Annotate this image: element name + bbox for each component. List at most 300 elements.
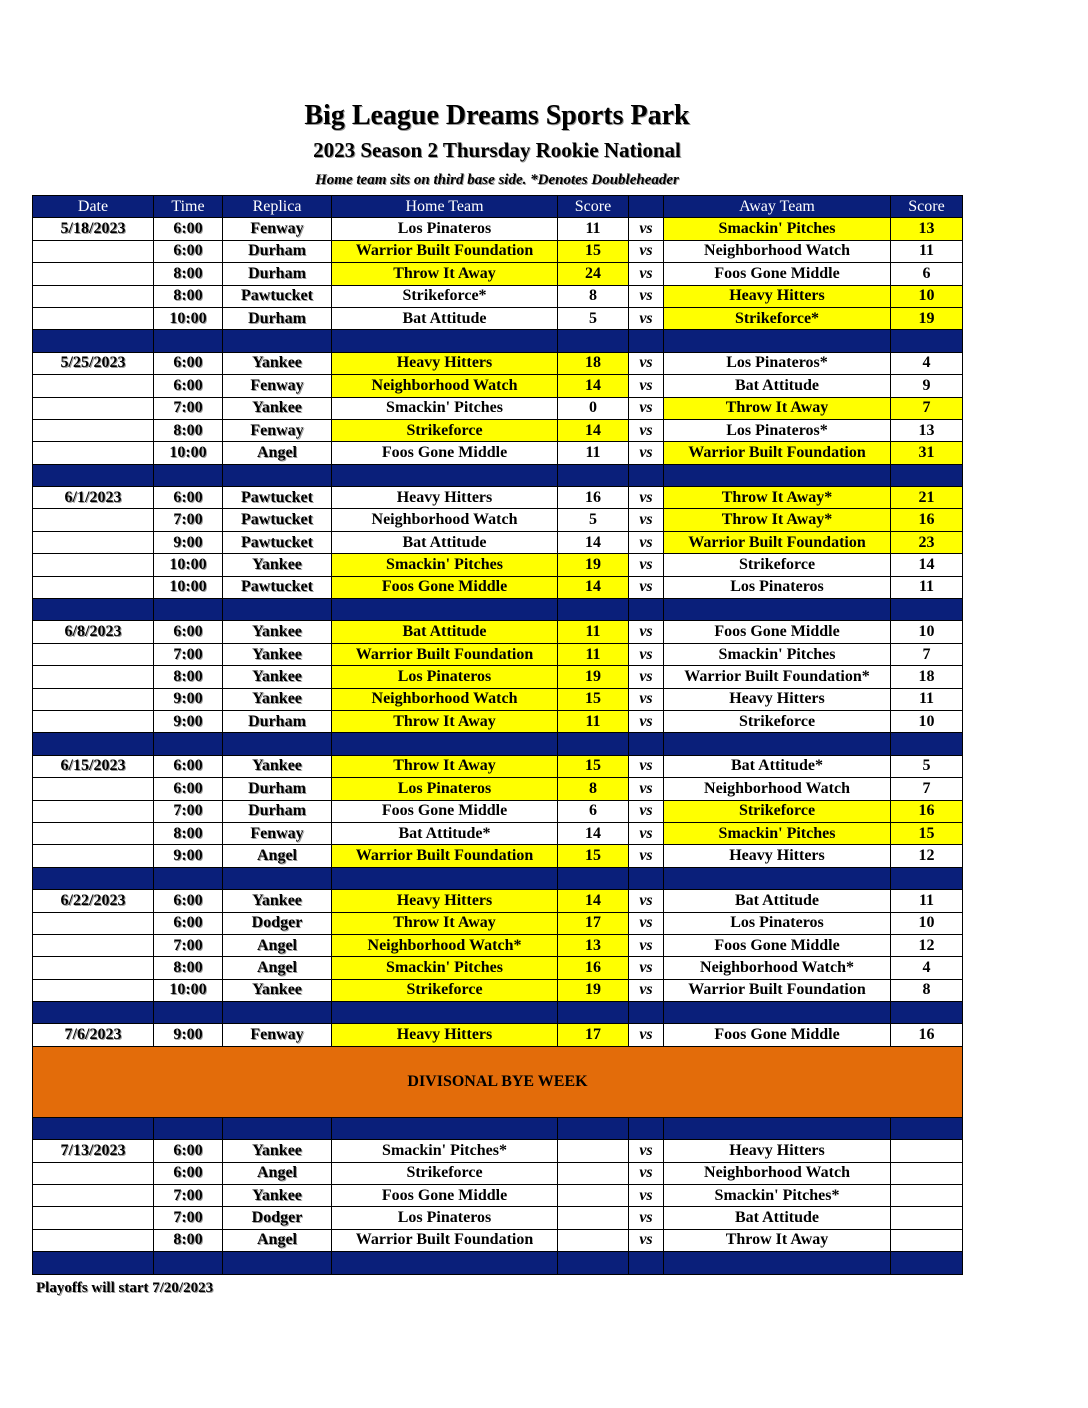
away-team: Neighborhood Watch <box>664 778 891 800</box>
home-score: 0 <box>558 397 629 419</box>
game-row <box>33 778 963 800</box>
home-team: Smackin' Pitches <box>332 957 558 979</box>
separator-cell <box>154 1252 223 1274</box>
footer-note: Playoffs will start 7/20/2023 <box>36 1280 214 1296</box>
game-row <box>33 845 963 867</box>
game-replica: Yankee <box>223 1140 332 1162</box>
home-team: Smackin' Pitches <box>332 554 558 576</box>
separator-cell <box>558 464 629 486</box>
away-score <box>891 1207 963 1229</box>
game-date <box>33 957 154 979</box>
game-date: 6/1/2023 <box>33 487 154 509</box>
home-score: 19 <box>558 554 629 576</box>
away-score: 21 <box>891 487 963 509</box>
game-replica: Durham <box>223 307 332 329</box>
home-team: Heavy Hitters <box>332 487 558 509</box>
game-replica: Yankee <box>223 688 332 710</box>
week-separator <box>33 733 963 755</box>
away-team: Throw It Away* <box>664 487 891 509</box>
game-row <box>33 666 963 688</box>
home-score: 17 <box>558 1024 629 1046</box>
home-score: 14 <box>558 822 629 844</box>
home-team: Bat Attitude <box>332 621 558 643</box>
away-team: Neighborhood Watch <box>664 1162 891 1184</box>
away-score <box>891 1140 963 1162</box>
game-date <box>33 442 154 464</box>
game-row <box>33 307 963 329</box>
away-team: Smackin' Pitches* <box>664 1185 891 1207</box>
week-separator <box>33 599 963 621</box>
away-team: Foos Gone Middle <box>664 1024 891 1046</box>
away-score: 7 <box>891 643 963 665</box>
vs-label: vs <box>629 285 664 307</box>
game-time: 10:00 <box>154 979 223 1001</box>
separator-cell <box>223 1252 332 1274</box>
vs-label: vs <box>629 1024 664 1046</box>
game-row <box>33 621 963 643</box>
game-time: 9:00 <box>154 845 223 867</box>
vs-label: vs <box>629 800 664 822</box>
home-score: 14 <box>558 375 629 397</box>
game-replica: Yankee <box>223 979 332 1001</box>
separator-cell <box>558 733 629 755</box>
game-time: 6:00 <box>154 890 223 912</box>
game-time: 7:00 <box>154 800 223 822</box>
game-row <box>33 890 963 912</box>
away-team: Smackin' Pitches <box>664 643 891 665</box>
home-team: Warrior Built Foundation <box>332 643 558 665</box>
away-score: 19 <box>891 307 963 329</box>
home-team: Strikeforce <box>332 979 558 1001</box>
game-row <box>33 419 963 441</box>
vs-label: vs <box>629 845 664 867</box>
game-time: 8:00 <box>154 419 223 441</box>
away-team: Strikeforce <box>664 710 891 732</box>
game-time: 9:00 <box>154 710 223 732</box>
game-replica: Pawtucket <box>223 509 332 531</box>
separator-cell <box>332 330 558 352</box>
game-row <box>33 442 963 464</box>
game-time: 8:00 <box>154 822 223 844</box>
game-time: 6:00 <box>154 375 223 397</box>
home-team: Foos Gone Middle <box>332 576 558 598</box>
game-row <box>33 979 963 1001</box>
vs-label: vs <box>629 822 664 844</box>
home-score: 13 <box>558 934 629 956</box>
separator-cell <box>332 1252 558 1274</box>
vs-label: vs <box>629 1229 664 1251</box>
home-team: Foos Gone Middle <box>332 1185 558 1207</box>
separator-cell <box>154 1002 223 1024</box>
game-date: 5/18/2023 <box>33 218 154 240</box>
separator-cell <box>223 1117 332 1139</box>
away-team: Foos Gone Middle <box>664 621 891 643</box>
game-time: 7:00 <box>154 1207 223 1229</box>
game-replica: Angel <box>223 845 332 867</box>
separator-cell <box>664 330 891 352</box>
home-team: Throw It Away <box>332 755 558 777</box>
separator-cell <box>891 733 963 755</box>
away-score: 13 <box>891 218 963 240</box>
game-time: 6:00 <box>154 912 223 934</box>
vs-label: vs <box>629 688 664 710</box>
game-replica: Yankee <box>223 397 332 419</box>
game-replica: Angel <box>223 934 332 956</box>
schedule-table <box>32 195 963 1275</box>
game-row <box>33 531 963 553</box>
game-replica: Durham <box>223 263 332 285</box>
home-team: Warrior Built Foundation <box>332 1229 558 1251</box>
game-date <box>33 1162 154 1184</box>
game-date <box>33 710 154 732</box>
away-score: 11 <box>891 688 963 710</box>
home-score: 14 <box>558 890 629 912</box>
game-date <box>33 285 154 307</box>
vs-label: vs <box>629 1162 664 1184</box>
game-date <box>33 307 154 329</box>
away-score: 12 <box>891 845 963 867</box>
game-time: 8:00 <box>154 263 223 285</box>
home-score: 6 <box>558 800 629 822</box>
header-vs <box>629 196 664 218</box>
away-score: 16 <box>891 1024 963 1046</box>
away-score: 10 <box>891 710 963 732</box>
game-date <box>33 845 154 867</box>
game-replica: Yankee <box>223 755 332 777</box>
page-title: Big League Dreams Sports Park <box>304 100 690 131</box>
vs-label: vs <box>629 710 664 732</box>
away-team: Bat Attitude* <box>664 755 891 777</box>
game-time: 6:00 <box>154 755 223 777</box>
separator-cell <box>332 867 558 889</box>
separator-cell <box>332 464 558 486</box>
game-replica: Fenway <box>223 375 332 397</box>
game-row <box>33 218 963 240</box>
game-date <box>33 576 154 598</box>
game-date <box>33 1207 154 1229</box>
game-row <box>33 934 963 956</box>
home-team: Los Pinateros <box>332 218 558 240</box>
game-date: 7/13/2023 <box>33 1140 154 1162</box>
home-score: 11 <box>558 710 629 732</box>
vs-label: vs <box>629 890 664 912</box>
home-score: 15 <box>558 688 629 710</box>
separator-cell <box>891 1252 963 1274</box>
game-date <box>33 800 154 822</box>
away-team: Los Pinateros* <box>664 419 891 441</box>
home-team: Strikeforce <box>332 1162 558 1184</box>
week-separator <box>33 464 963 486</box>
header-home-score: Score <box>558 196 629 218</box>
away-team: Throw It Away <box>664 397 891 419</box>
game-time: 6:00 <box>154 1162 223 1184</box>
game-replica: Angel <box>223 1229 332 1251</box>
game-date <box>33 979 154 1001</box>
game-date <box>33 554 154 576</box>
separator-cell <box>664 733 891 755</box>
game-replica: Angel <box>223 1162 332 1184</box>
home-score: 11 <box>558 643 629 665</box>
header-away-score: Score <box>891 196 963 218</box>
home-team: Throw It Away <box>332 912 558 934</box>
game-date <box>33 240 154 262</box>
home-team: Neighborhood Watch <box>332 688 558 710</box>
game-row <box>33 957 963 979</box>
separator-cell <box>33 330 154 352</box>
home-score: 19 <box>558 979 629 1001</box>
away-score: 11 <box>891 240 963 262</box>
home-score <box>558 1229 629 1251</box>
game-time: 8:00 <box>154 957 223 979</box>
separator-cell <box>33 1252 154 1274</box>
game-date <box>33 531 154 553</box>
away-score: 7 <box>891 397 963 419</box>
home-score: 8 <box>558 778 629 800</box>
game-row <box>33 1140 963 1162</box>
separator-cell <box>558 1002 629 1024</box>
away-score: 7 <box>891 778 963 800</box>
game-time: 8:00 <box>154 1229 223 1251</box>
home-team: Smackin' Pitches* <box>332 1140 558 1162</box>
away-score: 10 <box>891 285 963 307</box>
separator-cell <box>629 464 664 486</box>
away-team: Bat Attitude <box>664 375 891 397</box>
game-replica: Yankee <box>223 352 332 374</box>
away-score <box>891 1229 963 1251</box>
away-team: Heavy Hitters <box>664 688 891 710</box>
game-date <box>33 419 154 441</box>
separator-cell <box>33 464 154 486</box>
game-row <box>33 509 963 531</box>
game-row <box>33 375 963 397</box>
away-score: 10 <box>891 912 963 934</box>
home-score <box>558 1185 629 1207</box>
game-time: 10:00 <box>154 576 223 598</box>
separator-cell <box>629 330 664 352</box>
away-score: 13 <box>891 419 963 441</box>
page-subtitle: 2023 Season 2 Thursday Rookie National <box>313 138 681 162</box>
header-replica: Replica <box>223 196 332 218</box>
separator-cell <box>891 330 963 352</box>
home-team: Smackin' Pitches <box>332 397 558 419</box>
vs-label: vs <box>629 666 664 688</box>
game-row <box>33 688 963 710</box>
away-team: Warrior Built Foundation <box>664 979 891 1001</box>
separator-cell <box>332 1002 558 1024</box>
home-team: Neighborhood Watch <box>332 375 558 397</box>
game-time: 8:00 <box>154 666 223 688</box>
game-row <box>33 1162 963 1184</box>
game-row <box>33 755 963 777</box>
away-team: Foos Gone Middle <box>664 263 891 285</box>
game-time: 10:00 <box>154 442 223 464</box>
separator-cell <box>629 733 664 755</box>
bye-week-row <box>33 1046 963 1117</box>
home-score: 15 <box>558 845 629 867</box>
home-team: Los Pinateros <box>332 1207 558 1229</box>
away-team: Strikeforce <box>664 800 891 822</box>
home-team: Warrior Built Foundation <box>332 240 558 262</box>
vs-label: vs <box>629 442 664 464</box>
home-team: Heavy Hitters <box>332 890 558 912</box>
separator-cell <box>558 599 629 621</box>
header-date: Date <box>33 196 154 218</box>
game-replica: Yankee <box>223 643 332 665</box>
game-date <box>33 688 154 710</box>
away-team: Bat Attitude <box>664 1207 891 1229</box>
away-score: 11 <box>891 576 963 598</box>
away-team: Smackin' Pitches <box>664 218 891 240</box>
home-score: 5 <box>558 509 629 531</box>
game-row <box>33 240 963 262</box>
game-replica: Yankee <box>223 621 332 643</box>
game-date: 6/8/2023 <box>33 621 154 643</box>
vs-label: vs <box>629 487 664 509</box>
home-team: Throw It Away <box>332 263 558 285</box>
vs-label: vs <box>629 643 664 665</box>
away-team: Bat Attitude <box>664 890 891 912</box>
game-time: 9:00 <box>154 1024 223 1046</box>
game-date <box>33 1229 154 1251</box>
away-score: 16 <box>891 800 963 822</box>
home-team: Throw It Away <box>332 710 558 732</box>
home-score: 24 <box>558 263 629 285</box>
away-score: 4 <box>891 352 963 374</box>
away-team: Los Pinateros <box>664 912 891 934</box>
separator-cell <box>558 867 629 889</box>
away-team: Neighborhood Watch <box>664 240 891 262</box>
away-score: 16 <box>891 509 963 531</box>
game-date <box>33 934 154 956</box>
separator-cell <box>629 1117 664 1139</box>
away-team: Throw It Away* <box>664 509 891 531</box>
home-score: 11 <box>558 442 629 464</box>
away-score: 10 <box>891 621 963 643</box>
separator-cell <box>891 464 963 486</box>
game-row <box>33 397 963 419</box>
vs-label: vs <box>629 531 664 553</box>
home-score: 14 <box>558 576 629 598</box>
home-score: 18 <box>558 352 629 374</box>
vs-label: vs <box>629 1140 664 1162</box>
header-row <box>33 196 963 218</box>
game-replica: Dodger <box>223 1207 332 1229</box>
separator-cell <box>223 733 332 755</box>
game-time: 10:00 <box>154 307 223 329</box>
vs-label: vs <box>629 352 664 374</box>
game-replica: Durham <box>223 800 332 822</box>
separator-cell <box>33 1117 154 1139</box>
header-time: Time <box>154 196 223 218</box>
away-score: 18 <box>891 666 963 688</box>
game-time: 9:00 <box>154 688 223 710</box>
away-team: Throw It Away <box>664 1229 891 1251</box>
week-separator <box>33 330 963 352</box>
away-score: 31 <box>891 442 963 464</box>
away-score: 5 <box>891 755 963 777</box>
week-separator <box>33 1002 963 1024</box>
away-score: 9 <box>891 375 963 397</box>
game-date <box>33 666 154 688</box>
game-replica: Yankee <box>223 890 332 912</box>
game-date <box>33 778 154 800</box>
page-note: Home team sits on third base side. *Denotes Doubleheader <box>315 172 679 188</box>
game-replica: Fenway <box>223 822 332 844</box>
home-team: Bat Attitude <box>332 307 558 329</box>
separator-cell <box>154 330 223 352</box>
vs-label: vs <box>629 419 664 441</box>
separator-cell <box>664 867 891 889</box>
game-row <box>33 554 963 576</box>
vs-label: vs <box>629 934 664 956</box>
game-date <box>33 263 154 285</box>
game-replica: Pawtucket <box>223 285 332 307</box>
game-replica: Durham <box>223 240 332 262</box>
game-row <box>33 352 963 374</box>
vs-label: vs <box>629 240 664 262</box>
vs-label: vs <box>629 554 664 576</box>
separator-cell <box>664 1117 891 1139</box>
home-score <box>558 1140 629 1162</box>
separator-cell <box>154 867 223 889</box>
vs-label: vs <box>629 375 664 397</box>
separator-cell <box>891 1002 963 1024</box>
separator-cell <box>223 599 332 621</box>
home-score: 15 <box>558 240 629 262</box>
away-team: Heavy Hitters <box>664 845 891 867</box>
home-score: 19 <box>558 666 629 688</box>
home-team: Bat Attitude <box>332 531 558 553</box>
separator-cell <box>891 599 963 621</box>
game-replica: Yankee <box>223 1185 332 1207</box>
game-replica: Dodger <box>223 912 332 934</box>
game-row <box>33 1024 963 1046</box>
game-row <box>33 576 963 598</box>
game-time: 6:00 <box>154 352 223 374</box>
away-team: Heavy Hitters <box>664 285 891 307</box>
separator-cell <box>558 330 629 352</box>
away-team: Foos Gone Middle <box>664 934 891 956</box>
separator-cell <box>558 1252 629 1274</box>
schedule-body <box>33 218 963 1274</box>
away-team: Heavy Hitters <box>664 1140 891 1162</box>
vs-label: vs <box>629 957 664 979</box>
home-team: Los Pinateros <box>332 666 558 688</box>
game-row <box>33 1207 963 1229</box>
game-date: 6/15/2023 <box>33 755 154 777</box>
away-team: Warrior Built Foundation <box>664 531 891 553</box>
game-replica: Fenway <box>223 218 332 240</box>
game-date <box>33 822 154 844</box>
game-row <box>33 912 963 934</box>
game-time: 6:00 <box>154 1140 223 1162</box>
away-score <box>891 1162 963 1184</box>
vs-label: vs <box>629 778 664 800</box>
vs-label: vs <box>629 1185 664 1207</box>
away-team: Neighborhood Watch* <box>664 957 891 979</box>
separator-cell <box>891 867 963 889</box>
game-date <box>33 375 154 397</box>
game-time: 7:00 <box>154 643 223 665</box>
game-row <box>33 643 963 665</box>
separator-cell <box>558 1117 629 1139</box>
separator-cell <box>629 1002 664 1024</box>
game-replica: Angel <box>223 442 332 464</box>
away-team: Warrior Built Foundation* <box>664 666 891 688</box>
game-row <box>33 1229 963 1251</box>
separator-cell <box>223 330 332 352</box>
home-score: 16 <box>558 487 629 509</box>
